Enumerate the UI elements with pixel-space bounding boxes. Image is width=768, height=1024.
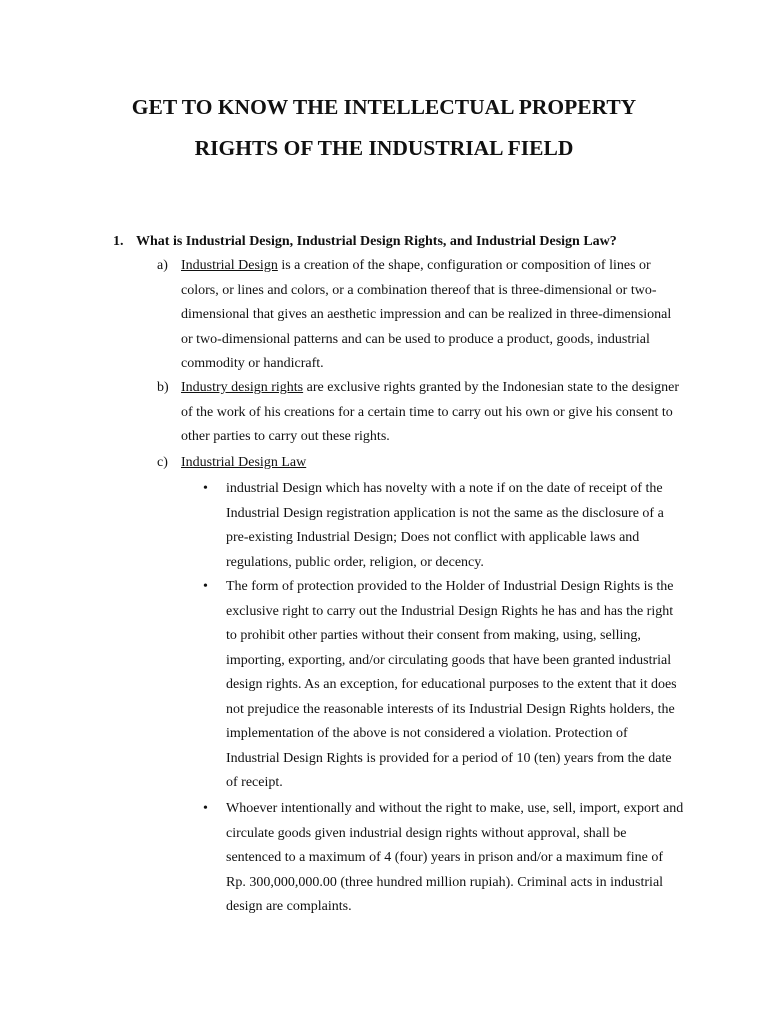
document-title-line-2: RIGHTS OF THE INDUSTRIAL FIELD (194, 136, 574, 160)
list-item-a (157, 254, 672, 377)
list-item-body (181, 451, 657, 476)
document-title-line-1: GET TO KNOW THE INTELLECTUAL PROPERTY (131, 95, 637, 119)
text-line: colors, or lines and colors, or a combination thereof that is three-dimensional or two- (181, 282, 657, 298)
text-run: are exclusive rights granted by the Indonesian state to the designer (303, 380, 680, 395)
text-line (181, 254, 657, 279)
list-marker: b) (157, 380, 169, 395)
defined-term: Industry design rights (181, 380, 304, 395)
text-line: Rp. 300,000,000.00 (three hundred million rupiah). Criminal acts in industrial (226, 874, 664, 890)
bullet-item-3 (203, 797, 684, 920)
bullet-item-1 (203, 477, 681, 575)
text-line: importing, exporting, and/or circulating goods that have been granted industrial (226, 652, 672, 668)
text-line: industrial Design which has novelty with a note if on the date of receipt of the (226, 481, 663, 496)
section-heading (113, 233, 617, 251)
list-item-body (181, 376, 680, 450)
defined-term: Industrial Design Law (181, 455, 307, 470)
bullet-symbol: • (203, 801, 208, 816)
bullet-symbol: • (203, 481, 208, 496)
text-line: regulations, public order, religion, or decency. (226, 554, 484, 570)
text-line: pre-existing Industrial Design; Does not conflict with applicable laws and (226, 530, 640, 545)
list-marker: c) (157, 455, 168, 470)
text-line: not prejudice the reasonable interests of its Industrial Design Rights holders, the (226, 701, 675, 717)
text-line: other parties to carry out these rights. (181, 429, 390, 444)
text-line: sentenced to a maximum of 4 (four) years in prison and/or a maximum fine of (226, 850, 663, 865)
list-item-c (157, 451, 657, 476)
text-line: The form of protection provided to the Holder of Industrial Design Rights is the (226, 579, 674, 594)
text-line: design rights. As an exception, for educational purposes to the extent that it does (226, 677, 677, 692)
section-number: 1. (113, 234, 124, 249)
text-line (181, 451, 657, 476)
bullet-body (226, 797, 684, 920)
text-line: to prohibit other parties without their consent from making, using, selling, (226, 628, 641, 643)
list-item-b (157, 376, 680, 450)
section-heading-text: What is Industrial Design, Industrial Design Rights, and Industrial Design Law? (136, 234, 617, 249)
text-line: dimensional that gives an aesthetic impression and can be realized in three-dimensional (181, 307, 672, 322)
text-line: of receipt. (226, 775, 283, 790)
text-line: or two-dimensional patterns and can be used to produce a product, goods, industrial (181, 331, 650, 347)
list-marker: a) (157, 258, 168, 273)
bullet-body (226, 575, 681, 796)
text-line (181, 376, 680, 401)
text-line: design are complaints. (226, 899, 352, 914)
text-line: Industrial Design registration application is not the same as the disclosure of a (226, 505, 664, 521)
text-line: of the work of his creations for a certain time to carry out his own or give his consent to (181, 404, 673, 420)
bullet-symbol: • (203, 579, 208, 594)
defined-term: Industrial Design (181, 258, 278, 273)
text-line: Industrial Design Rights is provided for a period of 10 (ten) years from the date (226, 750, 672, 766)
text-line: Whoever intentionally and without the right to make, use, sell, import, export and (226, 801, 684, 816)
text-run: is a creation of the shape, configuration or composition of lines or (277, 258, 651, 273)
bullet-body (226, 477, 681, 575)
text-line: circulate goods given industrial design rights without approval, shall be (226, 825, 627, 841)
text-line: commodity or handicraft. (181, 356, 324, 371)
bullet-item-2 (203, 575, 681, 796)
list-item-body (181, 254, 672, 377)
text-line: implementation of the above is not considered a violation. Protection of (226, 726, 628, 741)
text-line: exclusive right to carry out the Industrial Design Rights he has and has the right (226, 603, 674, 619)
